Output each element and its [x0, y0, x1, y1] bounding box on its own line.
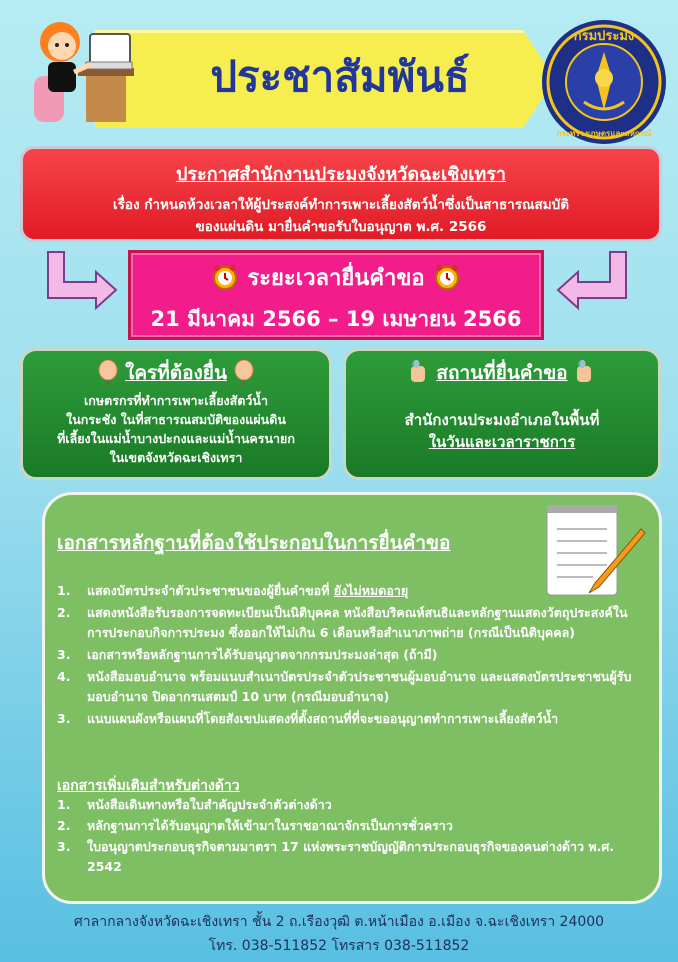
list-item-number: 3.	[57, 647, 71, 662]
balloon-icon	[97, 360, 119, 386]
announcement-box	[20, 146, 662, 242]
list-item-text: เอกสารหรือหลักฐานการได้รับอนุญาตจากกรมประมงล่าสุด (ถ้ามี)	[87, 647, 438, 662]
list-item	[57, 709, 647, 729]
where-body	[346, 409, 658, 453]
extra-documents-title: เอกสารเพิ่มเติมสำหรับต่างด้าว	[57, 778, 240, 794]
where-line-1: สำนักงานประมงอำเภอในพื้นที่	[404, 411, 600, 429]
list-item-emphasis: ยังไม่หมดอายุ	[333, 583, 409, 598]
where-box	[343, 348, 661, 480]
alarm-clock-icon	[433, 263, 461, 291]
who-line: ในกระชัง ในที่สาธารณสมบัติของแผ่นดิน	[66, 412, 286, 427]
list-item	[57, 667, 647, 707]
period-dates: 21 มีนาคม 2566 – 19 เมษายน 2566	[150, 307, 522, 331]
list-item	[57, 837, 647, 877]
seal-text-bottom: กระทรวงเกษตรและสหกรณ์	[556, 129, 652, 138]
list-item-number: 3.	[57, 839, 71, 854]
footer-phone: โทร. 038-511852 โทรสาร 038-511852	[208, 938, 470, 954]
seal-text-top: กรมประมง	[573, 29, 635, 44]
girl-computer-icon	[16, 10, 136, 128]
who-box	[20, 348, 332, 480]
footer	[0, 910, 678, 958]
arrow-right-icon	[554, 248, 632, 312]
list-item-text: หนังสือเดินทางหรือใบสำคัญประจำตัวต่างด้าว	[87, 797, 332, 812]
list-item-text	[87, 581, 647, 601]
who-title: ใครที่ต้องยื่น	[125, 362, 227, 384]
announcement-title: ประกาศสำนักงานประมงจังหวัดฉะเชิงเทรา	[176, 164, 506, 185]
documents-list	[57, 581, 647, 731]
pointing-hand-icon	[408, 360, 430, 386]
list-item-text: แสดงหนังสือรับรองการจดทะเบียนเป็นนิติบุคคล หนังสือบริคณห์สนธิและหลักฐานแสดงวัตถุประสงค์ในการประกอบกิจการประมง ซึ่งออกให้ไม่เกิน 6 เดือนหรือสำเนาภาพถ่าย (กรณีเป็นนิติบุคคล)	[87, 605, 628, 640]
page-title: ประชาสัมพันธ์	[210, 52, 470, 101]
list-item-text: หลักฐานการได้รับอนุญาตให้เข้ามาในราชอาณาจักรเป็นการชั่วคราว	[87, 818, 453, 833]
list-item-number: 3.	[57, 711, 71, 726]
list-item	[57, 603, 647, 643]
where-line-2: ในวันและเวลาราชการ	[428, 433, 576, 451]
list-item-text: ใบอนุญาตประกอบธุรกิจตามมาตรา 17 แห่งพระราชบัญญัติการประกอบธุรกิจของคนต่างด้าว พ.ศ. 2542	[87, 839, 615, 874]
list-item-number: 4.	[57, 669, 71, 684]
fisheries-seal-icon	[540, 18, 668, 146]
list-item-number: 1.	[57, 583, 71, 598]
who-line: ที่เลี้ยงในแม่น้ำบางปะกงและแม่น้ำนครนายก	[57, 431, 295, 446]
list-item-text: แนบแผนผังหรือแผนที่โดยสังเขปแสดงที่ตั้งสถานที่ที่จะขออนุญาตทำการเพาะเลี้ยงสัตว์น้ำ	[87, 711, 559, 726]
extra-documents-list	[57, 795, 647, 878]
list-item-number: 2.	[57, 818, 71, 833]
list-item-number: 1.	[57, 797, 71, 812]
pointing-hand-icon	[574, 360, 596, 386]
who-line: ในเขตจังหวัดฉะเชิงเทรา	[109, 450, 243, 465]
who-line: เกษตรกรที่ทำการเพาะเลี้ยงสัตว์น้ำ	[84, 393, 268, 408]
where-title: สถานที่ยื่นคำขอ	[436, 362, 568, 384]
list-item	[57, 816, 647, 836]
list-item	[57, 581, 647, 601]
announcement-subtitle	[23, 194, 659, 238]
documents-title: เอกสารหลักฐานที่ต้องใช้ประกอบในการยื่นคำขอ	[57, 532, 451, 554]
list-item-text-main: แสดงบัตรประจำตัวประชาชนของผู้ยื่นคำขอที่	[87, 583, 334, 598]
announcement-line-2: ของแผ่นดิน มายื่นคำขอรับใบอนุญาต พ.ศ. 2566	[195, 219, 487, 235]
arrow-left-icon	[42, 248, 120, 312]
who-body	[23, 391, 329, 467]
documents-box	[42, 492, 662, 904]
balloon-icon	[233, 360, 255, 386]
period-box	[128, 250, 544, 340]
list-item	[57, 795, 647, 815]
announcement-line-1: เรื่อง กำหนดห้วงเวลาให้ผู้ประสงค์ทำการเพาะเลี้ยงสัตว์น้ำซึ่งเป็นสาธารณสมบัติ	[112, 197, 570, 213]
footer-address: ศาลากลางจังหวัดฉะเชิงเทรา ชั้น 2 ถ.เรืองวุฒิ ต.หน้าเมือง อ.เมือง จ.ฉะเชิงเทรา 24000	[73, 914, 605, 930]
alarm-clock-icon	[211, 263, 239, 291]
list-item	[57, 645, 647, 665]
list-item-number: 2.	[57, 605, 71, 620]
list-item-text: หนังสือมอบอำนาจ พร้อมแนบสำเนาบัตรประจำตัวประชาชนผู้มอบอำนาจ และแสดงบัตรประชาชนผู้รับมอบอำนาจ ปิดอากรแสตมป์ 10 บาท (กรณีมอบอำนาจ)	[87, 669, 632, 704]
period-title: ระยะเวลายื่นคำขอ	[247, 265, 425, 291]
